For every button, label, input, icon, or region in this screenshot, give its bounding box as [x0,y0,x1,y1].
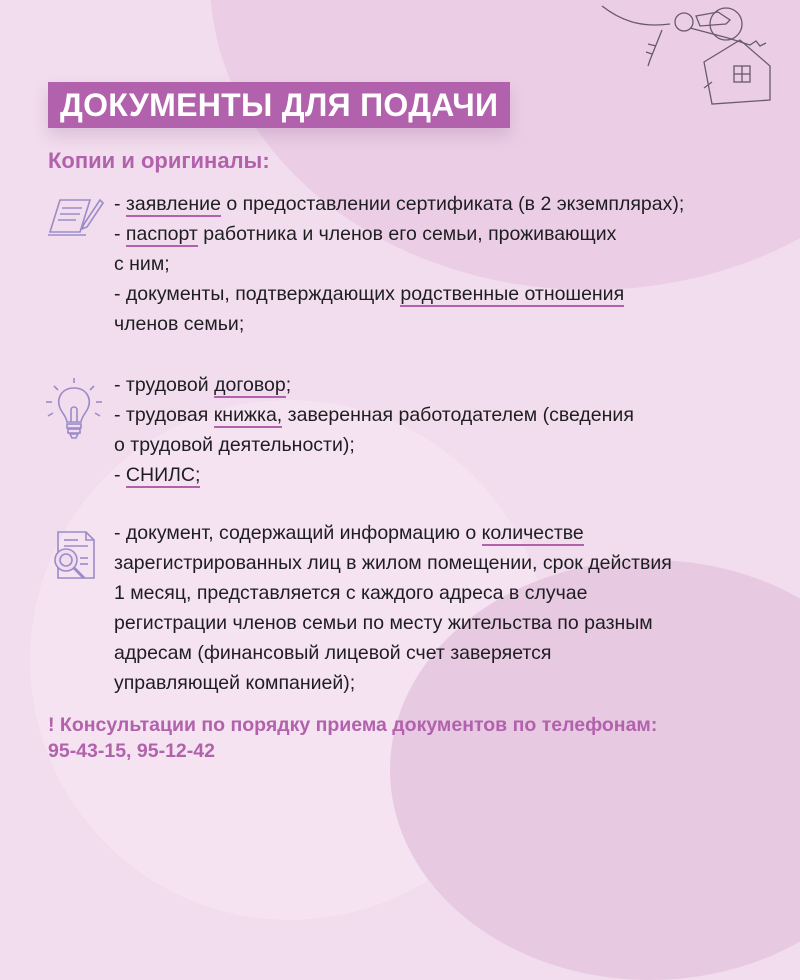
text: работника и членов его семьи, проживающих [197,223,617,245]
text: заверенная работодателем (сведения [282,404,634,426]
page-title: ДОКУМЕНТЫ ДЛЯ ПОДАЧИ [60,86,499,123]
list-item [114,460,634,490]
section-2 [114,370,634,490]
text: адресам (финансовый лицевой счет заверяется [114,642,552,664]
text: ; [285,374,292,396]
list-item [114,219,684,249]
list-item [114,309,684,339]
footer-note: ! Консультации по порядку приема документов по телефонам: [48,714,658,736]
list-item [114,668,672,698]
section-3 [114,518,672,698]
phone-numbers: 95-43-15, 95-12-42 [48,740,215,762]
contact-footer [48,712,657,764]
underlined-term: договор [214,374,286,396]
text: о трудовой деятельности); [114,434,355,456]
list-item [114,430,634,460]
list-item [114,370,634,400]
lightbulb-icon [44,376,104,440]
list-item [114,608,672,638]
underlined-term: родственные отношения [400,283,625,305]
document-pencil-icon [46,192,104,238]
section-1 [114,189,684,339]
text: - [114,193,126,215]
list-item [114,578,672,608]
text: - трудовой [114,374,215,396]
list-item [114,279,684,309]
text: членов семьи; [114,313,245,335]
text: 1 месяц, представляется с каждого адреса в случае [114,582,588,604]
document-search-icon [46,528,104,582]
house-keys-icon [600,0,800,120]
text: - [114,464,126,486]
list-item [114,189,684,219]
underlined-term: заявление [125,193,221,215]
text: - [114,223,126,245]
list-item [114,638,672,668]
list-item [114,249,684,279]
text: управляющей компанией); [114,672,356,694]
text: регистрации членов семьи по месту жительства по разным [114,612,653,634]
underlined-term: СНИЛС; [125,464,201,486]
underlined-term: книжка, [213,404,283,426]
list-item [114,400,634,430]
text: о предоставлении сертификата (в 2 экземплярах); [220,193,685,215]
title-banner [48,82,510,128]
list-item [114,548,672,578]
text: - трудовая [114,404,214,426]
text: - документы, подтверждающих [114,283,401,305]
text: с ним; [114,253,170,275]
text: зарегистрированных лиц в жилом помещении, срок действия [114,552,672,574]
list-item [114,518,672,548]
subtitle: Копии и оригиналы: [48,148,270,173]
underlined-term: количестве [481,522,584,544]
text: - документ, содержащий информацию о [114,522,482,544]
underlined-term: паспорт [125,223,198,245]
